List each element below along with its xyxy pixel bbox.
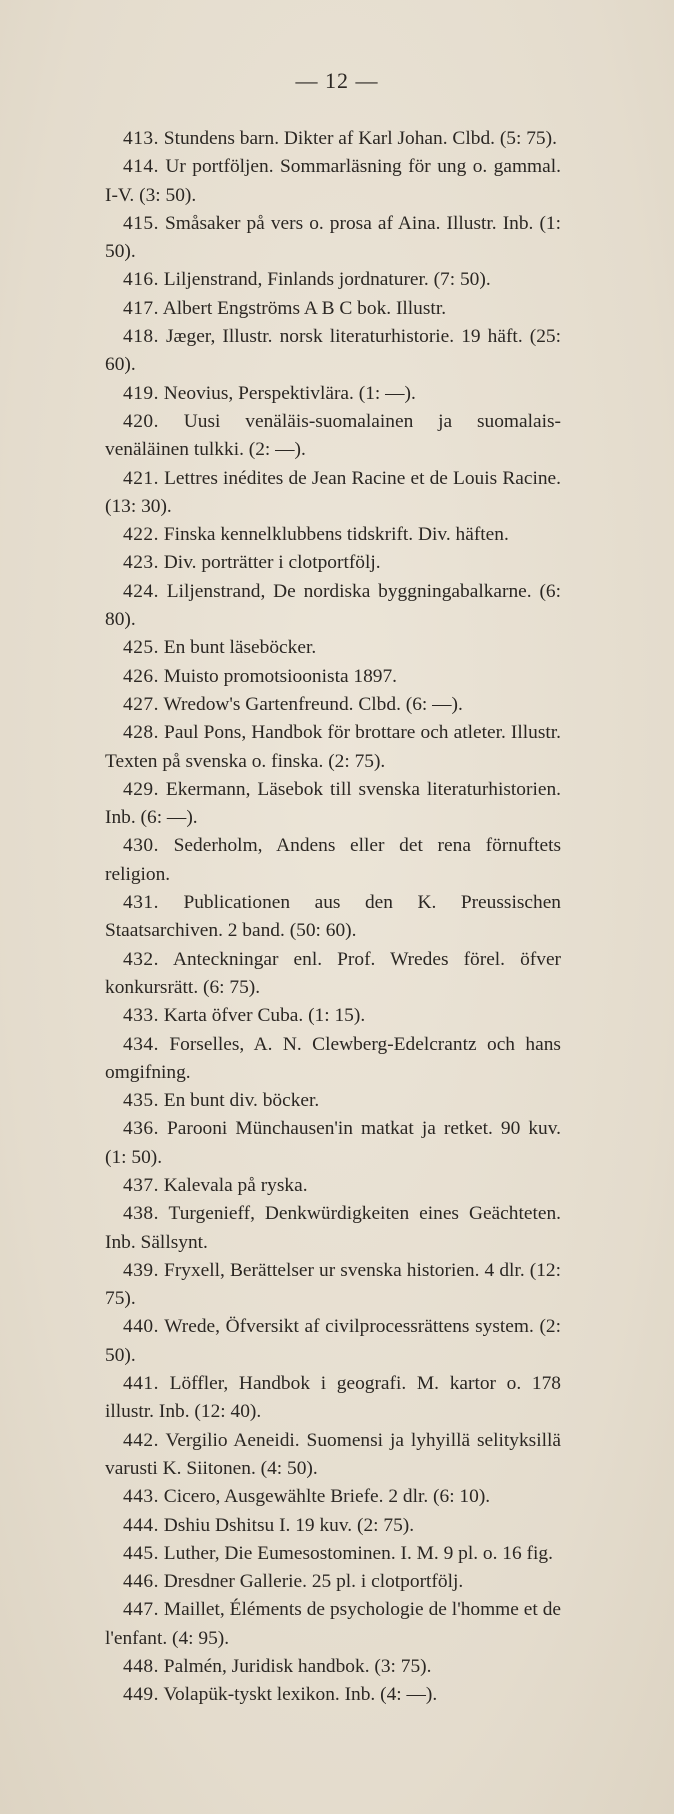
entry-text: Småsaker på vers o. prosa af Aina. Illustr. Inb. (1: 50). xyxy=(105,212,561,263)
catalog-entry xyxy=(105,1512,561,1540)
catalog-entry xyxy=(105,1313,561,1370)
catalog-entry xyxy=(105,1031,561,1088)
catalog-entry xyxy=(105,832,561,889)
entry-text: Div. porträtter i clotportfölj. xyxy=(163,552,381,574)
entry-text: Parooni Münchausen'in matkat ja retket. 90 kuv. (1: 50). xyxy=(105,1118,561,1168)
entry-text: Wredow's Gartenfreund. Clbd. (6: —). xyxy=(163,693,463,715)
entry-number: 419. xyxy=(123,382,159,404)
catalog-entries xyxy=(105,125,561,1710)
catalog-entry xyxy=(105,1370,561,1427)
catalog-entry xyxy=(105,719,561,776)
entry-number: 418. xyxy=(123,326,159,348)
entry-text: Albert Engströms A B C bok. Illustr. xyxy=(162,297,447,319)
catalog-entry xyxy=(105,125,561,153)
catalog-entry xyxy=(105,1257,561,1314)
entry-number: 434. xyxy=(123,1033,159,1055)
entry-text: Ur portföljen. Sommarläsning för ung o. gammal. I-V. (3: 50). xyxy=(105,156,561,206)
catalog-entry xyxy=(105,408,561,465)
entry-number: 442. xyxy=(123,1429,159,1451)
entry-text: Neovius, Perspektivlära. (1: —). xyxy=(163,382,416,404)
catalog-entry xyxy=(105,889,561,946)
catalog-entry xyxy=(105,1172,561,1200)
catalog-entry xyxy=(105,1087,561,1115)
catalog-entry xyxy=(105,380,561,408)
entry-text: Liljenstrand, Finlands jordnaturer. (7: 50). xyxy=(163,269,491,291)
catalog-entry xyxy=(105,1681,561,1709)
entry-text: Cicero, Ausgewählte Briefe. 2 dlr. (6: 10). xyxy=(163,1486,491,1508)
entry-number: 432. xyxy=(123,948,159,970)
catalog-entry xyxy=(105,153,561,210)
entry-text: Forselles, A. N. Clewberg-Edelcrantz och hans omgifning. xyxy=(105,1033,561,1083)
entry-text: Dshiu Dshitsu I. 19 kuv. (2: 75). xyxy=(163,1514,415,1536)
entry-number: 435. xyxy=(123,1090,159,1112)
entry-number: 422. xyxy=(123,524,159,546)
catalog-entry xyxy=(105,946,561,1003)
entry-text: Jæger, Illustr. norsk literaturhistorie. 19 häft. (25: 60). xyxy=(105,326,561,376)
entry-number: 449. xyxy=(123,1684,159,1706)
catalog-entry xyxy=(105,549,561,577)
entry-text: Kalevala på ryska. xyxy=(163,1174,308,1196)
entry-text: Palmén, Juridisk handbok. (3: 75). xyxy=(163,1656,432,1678)
entry-number: 443. xyxy=(123,1486,159,1508)
catalog-entry xyxy=(105,1568,561,1596)
entry-number: 431. xyxy=(123,892,159,914)
entry-number: 440. xyxy=(123,1316,159,1338)
entry-text: Anteckningar enl. Prof. Wredes förel. öfver konkursrätt. (6: 75). xyxy=(105,948,562,998)
entry-text: Uusi venäläis-suomalainen ja suomalais-venäläinen tulkki. (2: —). xyxy=(105,410,561,461)
entry-number: 421. xyxy=(123,467,159,489)
catalog-entry xyxy=(105,1002,561,1030)
entry-number: 416. xyxy=(123,269,159,291)
entry-number: 414. xyxy=(123,156,159,178)
catalog-entry xyxy=(105,691,561,719)
entry-text: Ekermann, Läsebok till svenska literaturhistorien. Inb. (6: —). xyxy=(105,778,561,829)
page-number: — 12 — xyxy=(295,68,379,93)
catalog-entry xyxy=(105,323,561,380)
entry-text: Turgenieff, Denkwürdigkeiten eines Geächteten. Inb. Sällsynt. xyxy=(105,1203,561,1253)
entry-number: 428. xyxy=(123,722,159,744)
entry-text: En bunt läseböcker. xyxy=(163,637,317,659)
entry-text: Lettres inédites de Jean Racine et de Louis Racine. (13: 30). xyxy=(105,467,561,517)
entry-text: Luther, Die Eumesostominen. I. M. 9 pl. o. 16 fig. xyxy=(163,1542,553,1564)
entry-text: Volapük-tyskt lexikon. Inb. (4: —). xyxy=(163,1684,438,1706)
entry-number: 427. xyxy=(123,693,159,715)
entry-number: 420. xyxy=(123,410,159,432)
entry-number: 445. xyxy=(123,1542,159,1564)
entry-text: Liljenstrand, De nordiska byggningabalkarne. (6: 80). xyxy=(105,580,561,631)
catalog-entry xyxy=(105,1596,561,1653)
entry-number: 413. xyxy=(123,128,159,149)
catalog-entry xyxy=(105,578,561,635)
entry-text: Stundens barn. Dikter af Karl Johan. Clbd. (5: 75). xyxy=(163,128,557,149)
entry-number: 415. xyxy=(123,212,159,234)
entry-text: Karta öfver Cuba. (1: 15). xyxy=(163,1005,366,1027)
entry-number: 437. xyxy=(123,1174,159,1196)
entry-text: Dresdner Gallerie. 25 pl. i clotportfölj. xyxy=(163,1571,464,1593)
entry-text: Wrede, Öfversikt af civilprocessrättens system. (2: 50). xyxy=(105,1316,561,1366)
catalog-entry xyxy=(105,776,561,833)
entry-text: Paul Pons, Handbok för brottare och atleter. Illustr. Texten på svenska o. finska. (2: 75). xyxy=(105,722,561,772)
catalog-entry xyxy=(105,1653,561,1681)
catalog-entry xyxy=(105,1115,561,1172)
entry-number: 426. xyxy=(123,665,159,687)
catalog-entry xyxy=(105,210,561,267)
entry-text: Finska kennelklubbens tidskrift. Div. häften. xyxy=(163,524,509,546)
entry-number: 424. xyxy=(123,580,159,602)
catalog-entry xyxy=(105,1483,561,1511)
entry-number: 425. xyxy=(123,637,159,659)
catalog-entry xyxy=(105,663,561,691)
entry-text: En bunt div. böcker. xyxy=(163,1090,320,1112)
entry-number: 417. xyxy=(123,297,159,319)
catalog-entry xyxy=(105,634,561,662)
catalog-entry xyxy=(105,1540,561,1568)
entry-number: 423. xyxy=(123,552,159,574)
entry-number: 439. xyxy=(123,1259,159,1281)
catalog-entry xyxy=(105,1200,561,1257)
catalog-entry xyxy=(105,521,561,549)
entry-number: 433. xyxy=(123,1005,159,1027)
entry-number: 436. xyxy=(123,1118,159,1140)
catalog-entry xyxy=(105,1427,561,1484)
entry-text: Muisto promotsioonista 1897. xyxy=(163,665,398,687)
entry-number: 447. xyxy=(123,1599,159,1621)
entry-number: 441. xyxy=(123,1373,159,1395)
catalog-entry xyxy=(105,465,561,522)
catalog-entry xyxy=(105,266,561,294)
entry-number: 438. xyxy=(123,1203,159,1225)
entry-number: 448. xyxy=(123,1656,159,1678)
entry-text: Publicationen aus den K. Preussischen Staatsarchiven. 2 band. (50: 60). xyxy=(105,892,561,942)
catalog-entry xyxy=(105,295,561,323)
entry-text: Löffler, Handbok i geografi. M. kartor o. 178 illustr. Inb. (12: 40). xyxy=(105,1373,561,1423)
entry-number: 444. xyxy=(123,1514,159,1536)
entry-text: Sederholm, Andens eller det rena förnuftets religion. xyxy=(105,835,561,885)
entry-text: Vergilio Aeneidi. Suomensi ja lyhyillä selityksillä varusti K. Siitonen. (4: 50). xyxy=(105,1429,561,1479)
entry-number: 430. xyxy=(123,835,159,857)
entry-text: Maillet, Éléments de psychologie de l'homme et de l'enfant. (4: 95). xyxy=(105,1599,561,1649)
entry-text: Fryxell, Berättelser ur svenska historien. 4 dlr. (12: 75). xyxy=(105,1259,561,1310)
entry-number: 446. xyxy=(123,1571,159,1593)
entry-number: 429. xyxy=(123,778,159,800)
